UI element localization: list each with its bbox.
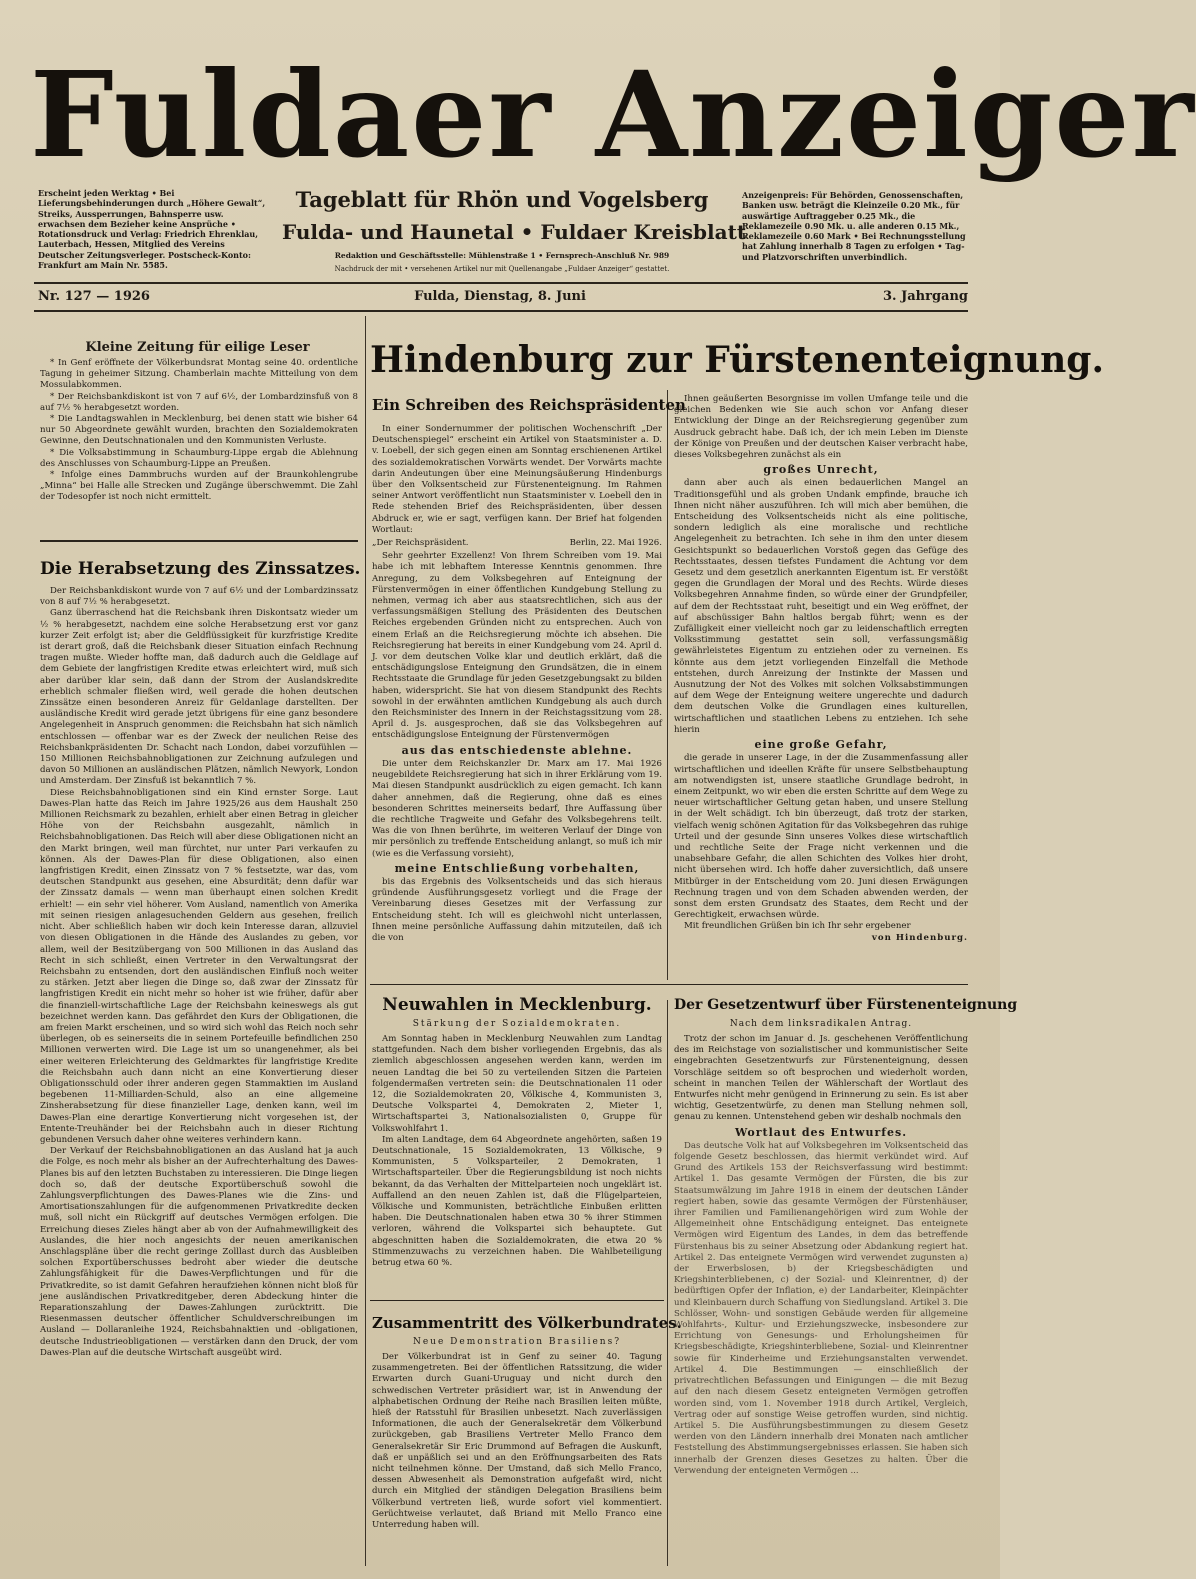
letter-date: Berlin, 22. Mai 1926. <box>569 538 662 549</box>
volume: 3. Jahrgang <box>882 289 968 304</box>
header-rule-top <box>34 282 968 284</box>
kleine-zeitung-rule <box>40 540 358 542</box>
gesetzentwurf-mid: Wortlaut des Entwurfes. <box>734 1125 908 1139</box>
issue-number: Nr. 127 — 1926 <box>38 289 150 304</box>
header-redaktion: Redaktion und Geschäftsstelle: Mühlenstraße 1 • Fernsprech-Anschluß Nr. 989 <box>334 251 670 260</box>
header-left-info: Erscheint jeden Werktag • Bei Lieferungsbehinderungen durch „Höhere Gewalt“, Streiks, Aussperrungen, Bahnsperre usw. erwachsen dem Bezieher keine Ansprüche • Rotationsdruck und Verlag: Friedrich Ehrenklau, Lauterbach, Hessen, Mitglied des Vereins Deutscher Zeitungsverleger. Postscheck-Konto: Frankfurt am Main Nr. 5585. <box>38 188 266 271</box>
letter-body-1: Sehr geehrter Exzellenz! Von Ihrem Schreiben vom 19. Mai habe ich mit lebhaftem Interesse Kenntnis genommen. Ihre Anregung, zu dem Volksbegehren auf Enteignung der Fürstenvermögen in einer öffentlichen Kundgebung Stellung zu nehmen, vermag ich aber aus staatsrechtlichen, sich aus der verfassungsmäßigen Stellung des Präsidenten des Deutschen Reiches ergebenden Gründen nicht zu entsprechen. Auch von einem Erlaß an die Reichsregierung möchte ich absehen. Die Reichsregierung hat bereits in einer Kundgebung vom 24. April d. J. vor dem deutschen Volke klar und deutlich erklärt, daß die entschädigungslose Enteignung den Grundsätzen, die in einem Rechtsstaate die Grundlage für jeden Gesetzgebungsakt zu bilden haben, widerspricht. Sie hat von diesem Standpunkt des Rechts sowohl in der erwähnten amtlichen Kundgebung als auch durch den Reichsminister des Innern in der Reichstagssitzung vom 28. April d. Js. ausgesprochen, daß sie das Volksbegehren auf entschädigungslose Enteignung der Fürstenvermögen <box>372 551 662 741</box>
mecklenburg-subtitle: Stärkung der Sozialdemokraten. <box>412 1019 622 1029</box>
letter-body-2: Die unter dem Reichskanzler Dr. Marx am 17. Mai 1926 neugebildete Reichsregierung hat sich in ihrer Erklärung vom 19. Mai diesen Standpunkt ausdrücklich zu eigen gemacht. Ich kann daher annehmen, daß die Regierung, ohne daß es eines besonderen Schrittes meinerseits bedarf, Ihre Auffassung über die rechtliche Tragweite und Gefahr des Volksbegehrens teilt. Was die von Ihnen berührte, im weiteren Verlauf der Dinge von mir persönlich zu treffende Entscheidung anlangt, so muß ich mir (wie es die Verfassung vorsieht), <box>372 758 662 859</box>
hindenburg-headline: Hindenburg zur Fürstenenteignung. <box>370 339 1104 381</box>
zinssatz-title: Die Herabsetzung des Zinssatzes. <box>40 559 361 579</box>
mecklenburg-paragraph: Am Sonntag haben in Mecklenburg Neuwahlen zum Landtag stattgefunden. Nach dem bisher vorliegenden Ergebnis, das als ziemlich abgeschlossen angesehen werden kann, werden im neuen Landtag die bei 50 zu verteilenden Sitzen die Parteien folgendermaßen vertreten sein: die Deutschnationalen 11 oder 12, die Sozialdemokraten 20, Völkische 4, Kommunisten 3, Deutsche Volkspartei 4, Demokraten 2, Mieter 1, Wirtschaftspartei 3, Nationalsozialisten 0, Gruppe für Volkswohlfahrt 1. <box>372 1034 662 1134</box>
letter-emphasis-2: meine Entschließung vorbehalten, <box>394 861 640 875</box>
hindenburg-bottom-rule <box>370 984 968 985</box>
zinssatz-paragraph: Diese Reichsbahnobligationen sind ein Kind ernster Sorge. Laut Dawes-Plan hatte das Reich im Jahre 1925/26 aus dem Haushalt 250 Millionen Reichsmark zu bezahlen, erhielt aber einen Betrag in gleicher Höhe von der Reichsbahn ausgezahlt, nämlich in Reichsbahnobligationen. Das Reich will aber diese Obligationen nicht an den Markt bringen, weil man fürchtet, nur unter Pari verkaufen zu können. Als der Dawes-Plan für diese Obligationen, also einen langfristigen Kredit, einen Zinssatz von 7 % festsetzte, war das, vom deutschen Standpunkt aus gesehen, eine Absurdität; denn dafür war der Zinssatz damals — wenn man überhaupt einen solchen Kredit erhielt! — ein sehr viel höherer. Vom Ausland, namentlich von Amerika mit seinen riesigen anlagesuchenden Geldern aus gesehen, freilich nicht. Aber schließlich haben wir doch kein Interesse daran, allzuviel von diesen Obligationen in die Hände des Auslandes zu geben, vor allem, weil der Besitzübergang von 500 Millionen in das Ausland das Recht in sich schließt, einen Vertreter in den Verwaltungsrat der Reichsbahn zu entsenden, dort den ausländischen Einfluß noch weiter zu stärken. Jetzt aber liegen die Dinge so, daß zwar der Zinssatz für langfristigen Kredit ein nicht mehr so hoher ist wie früher, dafür aber die finanziell-wirtschaftliche Lage der Reichsbahn keineswegs als gut bezeichnet werden kann. Das gefährdet den Kurs der Obligationen, die am freien Markt erscheinen, und so wird sich wohl das Reich noch sehr überlegen, ob es seinerseits die in seinem Portefeuille befindlichen 250 Millionen verwerten wird. Die Lage ist um so unangenehmer, als bei einer weiteren Erleichterung des Geldmarktes für langfristige Kredite die Reichsbahn auch dann nicht an eine Konvertierung dieser Obligationsschuld oder ihrer anderen gegen Stammaktien im Ausland begebenen 11-Milliarden-Schuld, also an eine allgemeine Zinsherabsetzung für diese finanzieller Lage, denken kann, weil im Dawes-Plan eine derartige Konvertierung nicht vorgesehen ist, der Entente-Treuhänder bei der Reichsbahn auch in dieser Richtung gebundenen Versuch daher ohne weiteres verhindern kann. <box>40 787 358 1145</box>
column-divider-1 <box>365 316 366 1566</box>
gesetzentwurf-intro: Trotz der schon im Januar d. Js. geschehenen Veröffentlichung des im Reichstage von sozialistischer und kommunistischer Seite eingebrachten Gesetzentwurfs zur Fürstenenteignung, dessen Vorschläge seitdem so oft besprochen und wiederholt worden, scheint in manchen Teilen der Wählerschaft der Wortlaut des Entwurfes nicht mehr genügend in Erinnerung zu sein. Es ist aber wichtig, Gesetzentwürfe, zu denen man Stellung nehmen soll, genau zu kennen. Untenstehend geben wir deshalb nochmals den <box>674 1034 968 1123</box>
letter-closing: Mit freundlichen Grüßen bin ich Ihr sehr ergebener <box>684 921 911 932</box>
hindenburg-right-column <box>674 394 968 980</box>
gesetzentwurf-text: Das deutsche Volk hat auf Volksbegehren im Volksentscheid das folgende Gesetz beschlossen, das hiermit verkündet wird. Auf Grund des Artikels 153 der Reichsverfassung wird bestimmt: Artikel 1. Das gesamte Vermögen der Fürsten, die bis zur Staatsumwälzung im Jahre 1918 in einem der deutschen Länder regiert haben, sowie das gesamte Vermögen der Fürstenhäuser, ihrer Familien und Familienangehörigen wird zum Wohle der Allgemeinheit ohne Entschädigung enteignet. Das enteignete Vermögen wird Eigentum des Landes, in dem das betreffende Fürstenhaus bis zu seiner Absetzung oder Abdankung regiert hat. Artikel 2. Das enteignete Vermögen wird verwendet zugunsten a) der Erwerbslosen, b) der Kriegsbeschädigten und Kriegshinterbliebenen, c) der Sozial- und Kleinrentner, d) der bedürftigen Opfer der Inflation, e) der Landarbeiter, Kleinpächter und Kleinbauern durch Schaffung von Siedlungsland. Artikel 3. Die Schlösser, Wohn- und sonstigen Gebäude werden für allgemeine Wohlfahrts-, Kultur- und Erziehungszwecke, insbesondere zur Errichtung von Genesungs- und Erholungsheimen für Kriegsbeschädigte, Kriegshinterbliebene, Sozial- und Kleinrentner sowie für Kinderheime und Erziehungsanstalten verwendet. Artikel 4. Die Bestimmungen — einschließlich der privatrechtlichen Befassungen und Einigungen — die mit Bezug auf den nach diesem Gesetz enteigneten Vermögen getroffen worden sind, vom 1. November 1918 durch Artikel, Vergleich, Vertrag oder auf sonstige Weise getroffen wurden, sind nichtig. Artikel 5. Die Ausführungsbestimmungen zu diesem Gesetz werden von den Ländern innerhalb drei Monaten nach amtlicher Feststellung des Abstimmungsergebnisses erlassen. Sie haben sich innerhalb der Grenzen dieses Gesetzes zu halten. Über die Verwendung der enteigneten Vermögen ... <box>674 1140 969 1476</box>
zinssatz-paragraph: Ganz überraschend hat die Reichsbank ihren Diskontsatz wieder um ½ % herabgesetzt, nachdem eine solche Herabsetzung erst vor ganz kurzer Zeit erfolgt ist; aber die Geldflüssigkeit für kurzfristige Kredite ist derart groß, daß die Reichsbank dieser Situation einfach Rechnung tragen mußte. Wieder hoffte man, daß dadurch auch die Geldlage auf dem Gebiete der langfristigen Kredite etwas erleichtert wird, muß sich aber darüber klar sein, daß dann der Strom der Auslandskredite erheblich schmaler fließen wird, weil gerade die hohen deutschen Zinssätze einen besonderen Anreiz für Geldanlage darstellten. Der ausländische Kredit wird gerade jetzt übrigens für eine ganz besondere Angelegenheit in Anspruch genommen: die Reichsbahn hat sich nämlich entschlossen — offenbar war es der Zweck der neulichen Reise des Reichsbankpräsidenten Dr. Schacht nach London, dabei vorzufühlen — 150 Millionen Reichsbahnobligationen zur Zeichnung aufzulegen und davon 50 Millionen an ausländischen Plätzen, nämlich Newyork, London und Amsterdam. Der Zinsfuß ist bekanntlich 7 %. <box>40 608 358 787</box>
kleine-zeitung-title: Kleine Zeitung für eilige Leser <box>85 340 310 355</box>
header-subtitle-2: Fulda- und Haunetal • Fuldaer Kreisblatt <box>282 220 747 244</box>
header-right-info: Anzeigenpreis: Für Behörden, Genossenschaften, Banken usw. beträgt die Kleinzeile 0.20 Mk., für auswärtige Auftraggeber 0.25 Mk., die Reklamezeile 0.90 Mk. u. alle anderen 0.15 Mk., Reklamezeile 0.60 Mark • Bei Rechnungsstellung hat Zahlung innerhalb 8 Tagen zu erfolgen • Tag- und Platzvorschriften unverbindlich. <box>742 190 966 262</box>
voelkerbund-paragraph: Der Völkerbundrat ist in Genf zu seiner 40. Tagung zusammengetreten. Bei der öffentlichen Ratssitzung, die wider Erwarten durch Guani-Uruguay und nicht durch den schwedischen Vertreter präsidiert war, ist in Anwendung der alphabetischen Ordnung der Reihe nach Brasilien leiten müßte, hieß der Ratsstuhl für Brasilien unbesetzt. Nach zuverlässigen Informationen, die auch der Generalsekretär dem Völkerbund zurückgeben, gab Brasiliens Vertreter Mello Franco dem Generalsekretär Sir Eric Drummond auf Befragen die Auskunft, daß er unpäßlich sei und an den Eröffnungsarbeiten des Rats nicht teilnehmen könne. Der Umstand, daß sich Mello Franco, dessen Abwesenheit als Demonstration aufgefaßt wird, nicht durch ein Mitglied der ständigen Delegation Brasiliens beim Völkerbund vertreten ließ, wurde sofort viel kommentiert. Gerüchtweise verlautet, daß Briand mit Mello Franco eine Unterredung haben will. <box>372 1352 662 1531</box>
letter-emphasis-1: aus das entschiedenste ablehne. <box>401 743 633 757</box>
voelkerbund-title: Zusammentritt des Völkerbundrates. <box>372 1314 682 1332</box>
header-subtitle-1: Tageblatt für Rhön und Vogelsberg <box>295 187 709 212</box>
voelkerbund-subtitle: Neue Demonstration Brasiliens? <box>412 1337 622 1347</box>
right-col-3: die gerade in unserer Lage, in der die Zusammenfassung aller wirtschaftlichen und ideellen Kräfte für unsere Selbstbehauptung am notwendigsten ist, unsere staatliche Grundlage bedroht, in einem Zeitpunkt, wo wir eben die ersten Schritte auf dem Wege zu neuer wirtschaftlicher Geltung getan haben, und unsere Stellung in der Welt schädigt. Ich bin überzeugt, daß trotz der starken, vielfach wenig schönen Agitation für das Volksbegehren das ruhige Urteil und der gesunde Sinn unseres Volkes diese wirtschaftlich und rechtliche Seite der Frage nicht verkennen und die unabsehbare Gefahr, die allen Schichten des Volkes hier droht, nicht übersehen wird. Ich hoffe daher zuversichtlich, daß unsere Mitbürger in der Entscheidung vom 20. Juni diesen Erwägungen Rechnung tragen und von dem Schaden abwenden werden, der sonst dem ersten Grundsatz des Staates, dem Recht und der Gerechtigkeit, erwachsen würde. <box>674 753 968 921</box>
right-emphasis-2: eine große Gefahr, <box>754 738 888 752</box>
zinssatz-paragraph: Der Verkauf der Reichsbahnobligationen an das Ausland hat ja auch die Folge, es noch mehr als bisher an der Aufrechterhaltung des Dawes-Planes bis auf den letzten Buchstaben zu interessieren. Die Dinge liegen doch so, daß der deutsche Exportüberschuß sowohl die Zahlungsverpflichtungen des Dawes-Planes wie die Zins- und Amortisationszahlungen für die aufgenommenen Privatkredite decken muß, soll nicht ein Rückgriff auf deutsches Vermögen erfolgen. Die Erreichung dieses Zieles hängt aber ab von der Aufnahmewilligkeit des Auslandes, die hier noch angesichts der neuen amerikanischen Anschlagspläne über die recht geringe Zolllast durch das Ausbleiben solchen Exportüberschusses bedroht aber wieder die deutsche Zahlungsfähigkeit für die Dawes-Verpflichtungen und für die Privatkredite, so ist damit Gefahren heraufziehen können nicht bloß für jene ausländischen Privatkreditgeber, deren Abdeckung hinter die Reparationszahlung der Dawes-Zahlungen zurücktritt. Die Riesenmassen deutscher öffentlicher Schuldverschreibungen im Ausland — Dollaranleihe 1924, Reichsbahnaktien und -obligationen, deutsche Industrieobligationen — verstärken dann den Druck, der vom Dawes-Plan auf die deutsche Wirtschaft ausgeübt wird. <box>40 1146 358 1358</box>
zinssatz-paragraph: Der Reichsbankdiskont wurde von 7 auf 6½ und der Lombardzinssatz von 8 auf 7½ % herabgesetzt. <box>40 586 358 608</box>
voelkerbund-body <box>372 1352 662 1566</box>
kleine-zeitung-item: * In Genf eröffnete der Völkerbundsrat Montag seine 40. ordentliche Tagung in geheimer Sitzung. Chamberlain machte Mitteilung von dem Mossulabkommen. <box>40 358 358 391</box>
gesetzentwurf-title: Der Gesetzentwurf über Fürstenenteignung <box>674 997 1018 1013</box>
right-emphasis-1: großes Unrecht, <box>763 463 879 477</box>
gesetzentwurf-body <box>674 1034 968 1566</box>
column-divider-3 <box>667 1000 668 1566</box>
masthead-title: Fuldaer Anzeiger <box>30 45 1196 184</box>
mecklenburg-paragraph: Im alten Landtage, dem 64 Abgeordnete angehörten, saßen 19 Deutschnationale, 15 Sozialdemokraten, 13 Völkische, 9 Kommunisten, 5 Volksparteiler, 2 Demokraten, 1 Wirtschaftsparteiler. Über die Regierungsbildung ist noch nichts bekannt, da das Verhalten der Mittelparteien noch ungeklärt ist. Auffallend an den neuen Zahlen ist, daß die Flügelparteien, Völkische und Kommunisten, beträchtliche Einbußen erlitten haben. Die Deutschnationalen haben etwa 30 % ihrer Stimmen verloren, während die Volkspartei sich behauptete. Gut abgeschnitten haben die Sozialdemokraten, die etwa 20 % Stimmenzuwachs zu verzeichnen haben. Die Wahlbeteiligung betrug etwa 60 %. <box>372 1134 662 1269</box>
mecklenburg-title: Neuwahlen in Mecklenburg. <box>382 995 652 1015</box>
right-col-2: dann aber auch als einen bedauerlichen Mangel an Traditionsgefühl und als groben Undank empfinde, brauche ich Ihnen nicht näher auszuführen. Ich will mich aber bemühen, die Entscheidung des Volksentscheids nicht als eine politische, sondern lediglich als eine moralische und rechtliche Angelegenheit zu betrachten. Ich sehe in ihm den unter diesem Gesichtspunkt so bedauerlichen Vorstoß gegen das Gefüge des Rechtsstaates, dessen tiefstes Fundament die Achtung vor dem Gesetz und dem gesetzlich anerkannten Eigentum ist. Er verstößt gegen die Grundlagen der Moral und des Rechts. Würde dieses Volksbegehren Annahme finden, so würde einer der Grundpfeiler, auf dem der Rechtsstaat ruht, beseitigt und ein Weg eröffnet, der auf abschüssiger Bahn haltlos bergab führt; wenn es der Zufälligkeit einer vielleicht noch gar zu leidenschaftlich erregten Volksstimmung gestattet sein soll, verfassungsmäßig gewährleistetes Eigentum zu entziehen oder zu verneinen. Es könnte aus dem jetzt vorliegenden Einzelfall die Methode entstehen, durch Anreizung der Instinkte der Massen und Ausnutzung der Not des Volkes mit solchen Volksabstimmungen auf dem Wege der Enteignung weitere ungerechte und dadurch dem deutschen Volke die Grundlagen eines kulturellen, wirtschaftlichen und staatlichen Lebens zu entziehen. Ich sehe hierin <box>674 478 968 735</box>
kleine-zeitung-item: * Die Landtagswahlen in Mecklenburg, bei denen statt wie bisher 64 nur 50 Abgeordnete gewählt wurden, brachten den Sozialdemokraten Gewinne, den Deutschnationalen und den Kommunisten Verluste. <box>40 414 358 447</box>
zinssatz-body <box>40 586 358 1566</box>
kleine-zeitung-item: * Infolge eines Dammbruchs wurden auf der Braunkohlengrube „Minna“ bei Halle alle Strecken und Zugänge überschwemmt. Die Zahl der Todesopfer ist noch nicht ermittelt. <box>40 470 358 503</box>
hindenburg-subhead: Ein Schreiben des Reichspräsidenten <box>372 396 686 414</box>
letter-from: „Der Reichspräsident. <box>372 538 469 549</box>
kleine-zeitung-items <box>40 358 358 534</box>
right-col-1: Ihnen geäußerten Besorgnisse im vollen Umfange teile und die gleichen Bedenken wie Sie auch schon vor Anfang dieser Entwicklung der Dinge an der Reichsregierung gegenüber zum Ausdruck gebracht habe. Daß ich, der ich mein Leben im Dienste der Könige von Preußen und der deutschen Kaiser verbracht habe, dieses Volksbegehren zunächst als ein <box>674 394 968 461</box>
kleine-zeitung-item: * Der Reichsbankdiskont ist von 7 auf 6½, der Lombardzinsfuß von 8 auf 7½ % herabgesetzt worden. <box>40 391 358 413</box>
hindenburg-left-column <box>372 424 662 980</box>
column-divider-2 <box>667 390 668 980</box>
header-nachdruck: Nachdruck der mit • versehenen Artikel nur mit Quellenangabe „Fuldaer Anzeiger“ gestattet. <box>334 265 670 273</box>
mecklenburg-body <box>372 1034 662 1294</box>
hindenburg-intro: In einer Sondernummer der politischen Wochenschrift „Der Deutschenspiegel“ erscheint ein Artikel von Staatsminister a. D. v. Loebell, der sich gegen einen am Sonntag erschienenen Artikel des sozialdemokratischen Vorwärts wendet. Der Vorwärts machte darin Andeutungen über eine Meinungsäußerung Hindenburgs über den Volksentscheid zur Fürstenenteignung. Im Rahmen seiner Antwort veröffentlicht nun Staatsminister v. Loebell den in Rede stehenden Brief des Reichspräsidenten, über dessen Abdruck er, wie er sagt, verfügen kann. Der Brief hat folgenden Wortlaut: <box>372 424 662 535</box>
kleine-zeitung-item: * Die Volksabstimmung in Schaumburg-Lippe ergab die Ablehnung des Anschlusses von Schaumburg-Lippe an Preußen. <box>40 447 358 469</box>
letter-signature: von Hindenburg. <box>871 932 968 943</box>
mecklenburg-rule <box>370 1300 664 1301</box>
header-rule-bottom <box>34 310 968 312</box>
gesetzentwurf-subtitle: Nach dem linksradikalen Antrag. <box>729 1019 913 1029</box>
letter-heading <box>372 538 662 549</box>
place-date: Fulda, Dienstag, 8. Juni <box>414 289 586 304</box>
letter-body-3: bis das Ergebnis des Volksentscheids und das sich hieraus gründende Ausführungsgesetz vorliegt und die Frage der Vereinbarung dieses Gesetzes mit der Verfassung zur Entscheidung steht. Ich will es gleichwohl nicht unterlassen, Ihnen meine persönliche Auffassung dahin mitzuteilen, daß ich die von <box>372 876 662 943</box>
